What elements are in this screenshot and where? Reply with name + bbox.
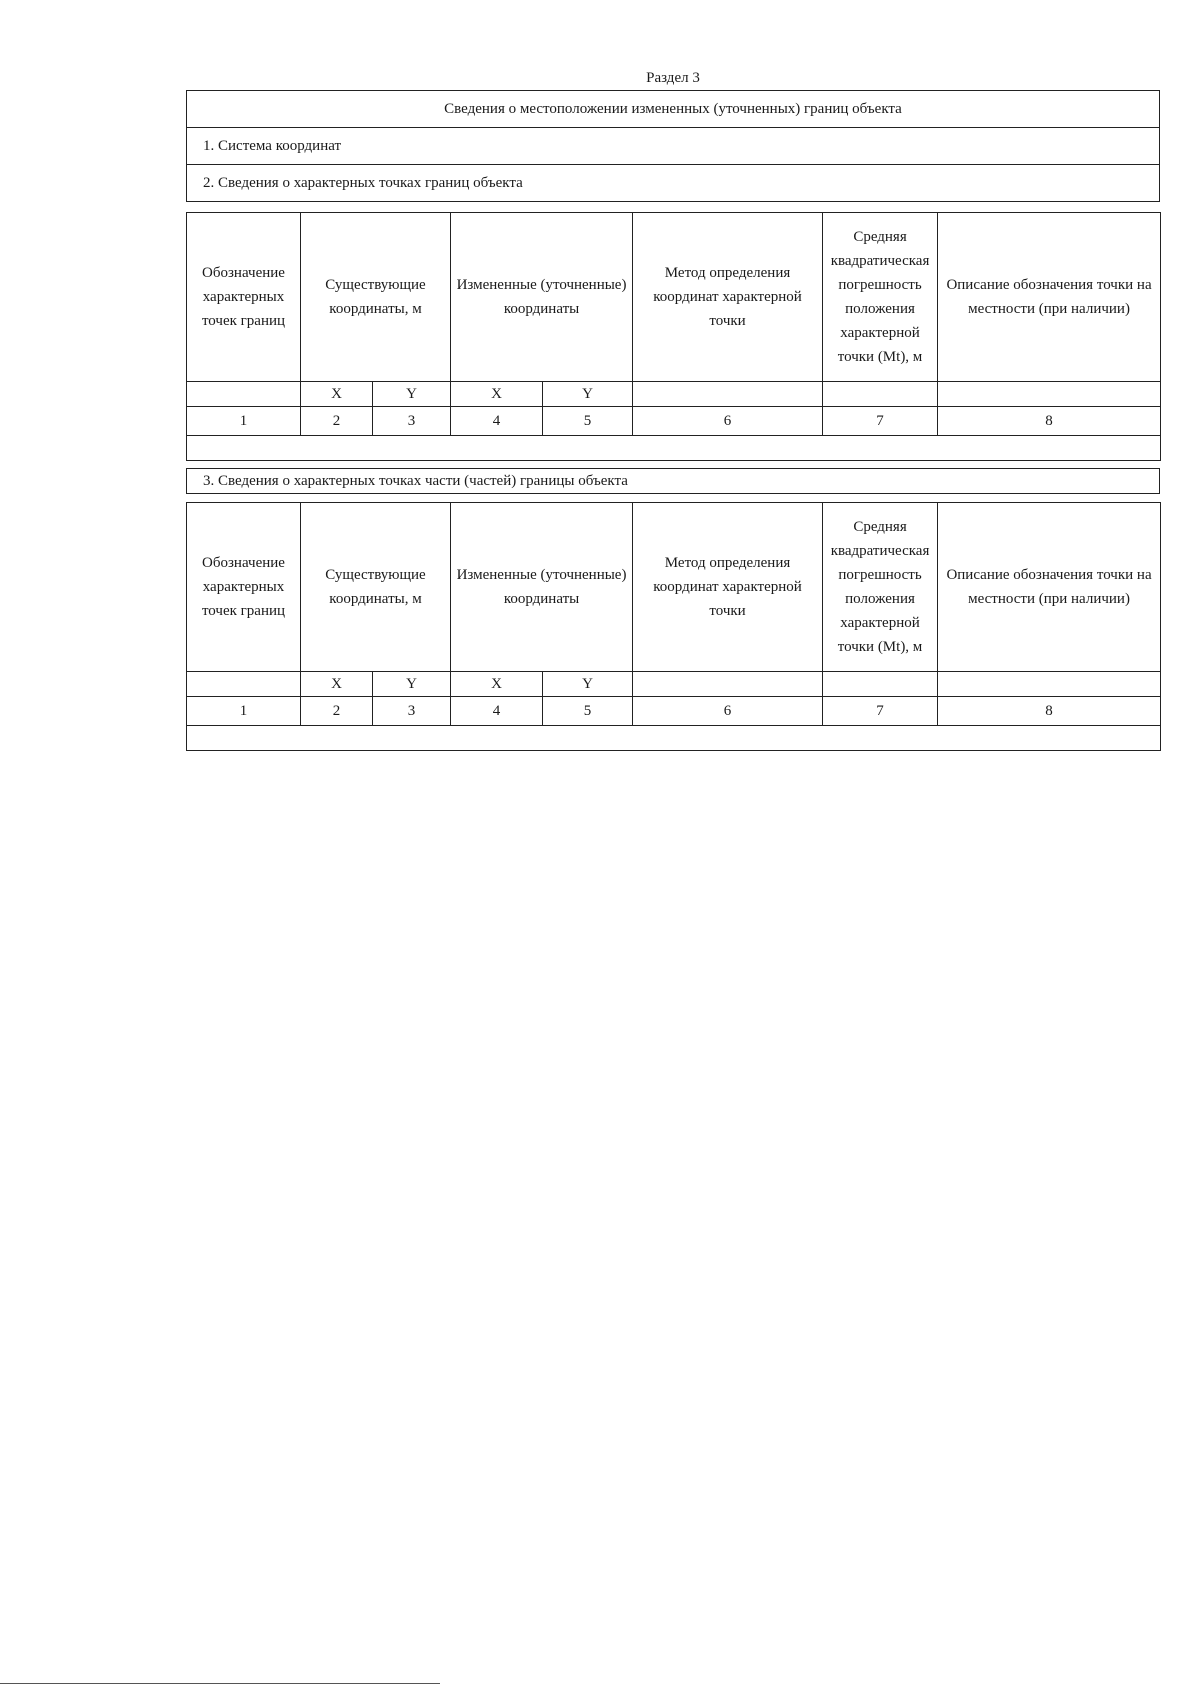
header-existing-coordinates: Существующие координаты, м [301, 213, 451, 382]
header-changed-coordinates: Измененные (уточненные) координаты [451, 503, 633, 672]
header-y: Y [543, 672, 633, 697]
column-number: 6 [633, 697, 823, 726]
coordinate-system-row: 1. Система координат [187, 128, 1160, 165]
header-y: Y [543, 382, 633, 407]
column-number: 4 [451, 697, 543, 726]
info-table [186, 90, 1160, 202]
column-number: 5 [543, 407, 633, 436]
column-number: 2 [301, 407, 373, 436]
header-method: Метод определения координат характерной точки [633, 503, 823, 672]
header-description: Описание обозначения точки на местности (при наличии) [938, 213, 1161, 382]
header-error: Средняя квадратическая погрешность положения характерной точки (Mt), м [823, 213, 938, 382]
column-number: 8 [938, 407, 1161, 436]
page-bottom-rule [0, 1683, 440, 1684]
part-points-table [186, 502, 1161, 751]
header-error: Средняя квадратическая погрешность положения характерной точки (Mt), м [823, 503, 938, 672]
header-existing-coordinates: Существующие координаты, м [301, 503, 451, 672]
column-number: 3 [373, 407, 451, 436]
header-changed-coordinates: Измененные (уточненные) координаты [451, 213, 633, 382]
column-number: 7 [823, 407, 938, 436]
header-y: Y [373, 672, 451, 697]
column-number: 8 [938, 697, 1161, 726]
column-number: 1 [187, 407, 301, 436]
empty-row [187, 726, 1161, 751]
header-x: X [451, 672, 543, 697]
table-title: Сведения о местоположении измененных (уточненных) границ объекта [187, 91, 1160, 128]
column-number: 1 [187, 697, 301, 726]
header-point-designation: Обозначение характерных точек границ [187, 213, 301, 382]
header-x: X [301, 672, 373, 697]
empty-row [187, 436, 1161, 461]
boundary-points-table [186, 212, 1161, 461]
header-description: Описание обозначения точки на местности (при наличии) [938, 503, 1161, 672]
header-point-designation: Обозначение характерных точек границ [187, 503, 301, 672]
column-number: 7 [823, 697, 938, 726]
part-points-heading: 3. Сведения о характерных точках части (частей) границы объекта [187, 469, 1160, 494]
header-y: Y [373, 382, 451, 407]
header-x: X [301, 382, 373, 407]
document-page [186, 66, 1160, 751]
header-x: X [451, 382, 543, 407]
boundary-points-heading: 2. Сведения о характерных точках границ объекта [187, 165, 1160, 202]
header-method: Метод определения координат характерной точки [633, 213, 823, 382]
section-title: Раздел 3 [646, 70, 700, 86]
column-number: 2 [301, 697, 373, 726]
column-number: 4 [451, 407, 543, 436]
column-number: 6 [633, 407, 823, 436]
column-number: 5 [543, 697, 633, 726]
part-points-heading-table [186, 468, 1160, 494]
column-number: 3 [373, 697, 451, 726]
